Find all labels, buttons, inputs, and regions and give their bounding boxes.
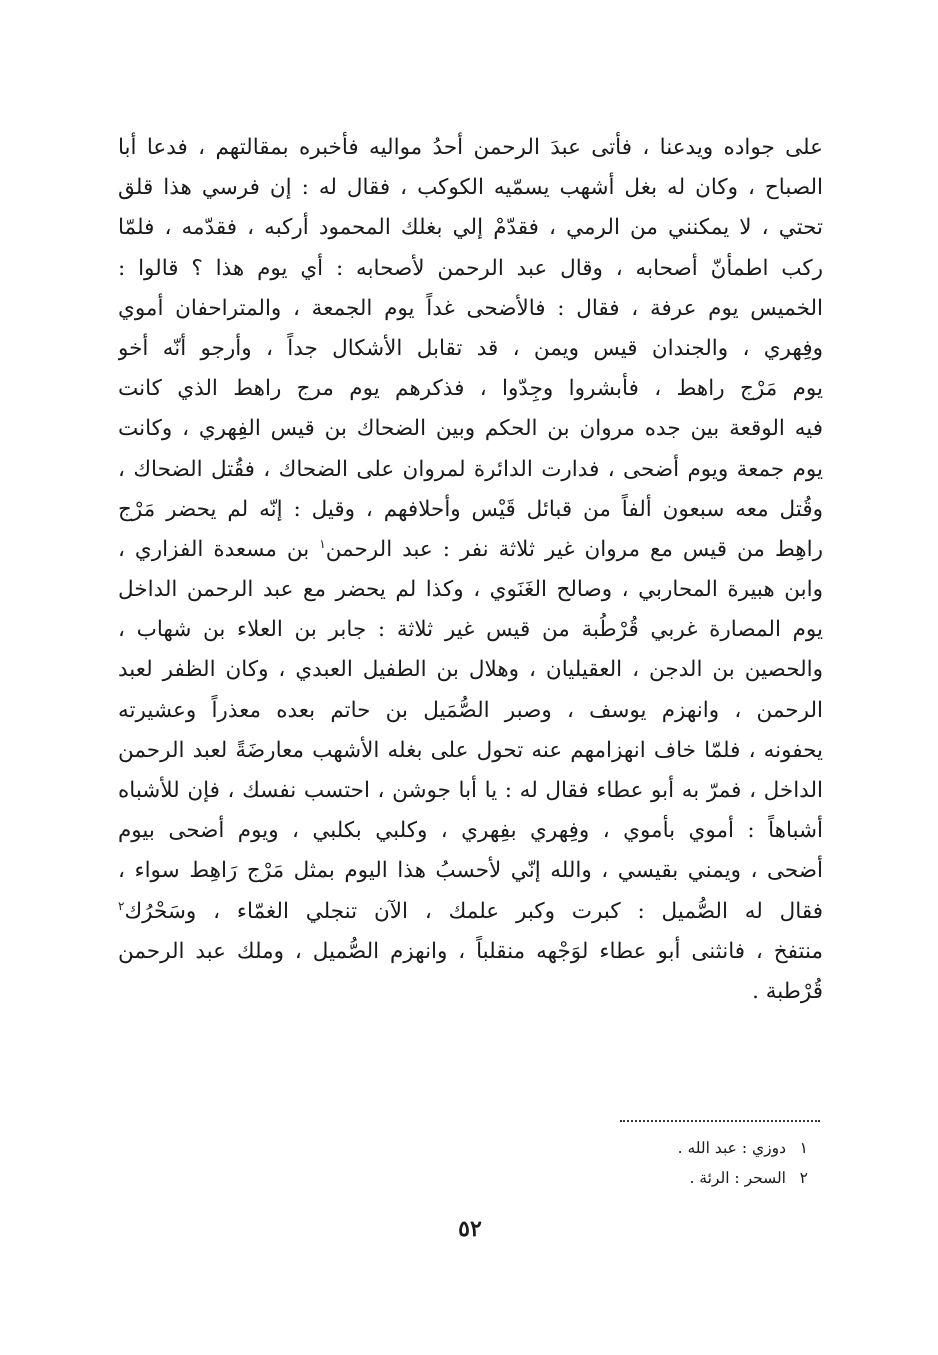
footnote-number: ١ <box>799 1139 808 1157</box>
text-line: أشباهاً : أموي بأموي ، وفِهري بفِهري ، وكلبي بكلبي ، ويوم أضحى بيوم <box>118 818 823 844</box>
text-line: الصباح ، وكان له بغل أشهب يسمّيه الكوكب ، فقال له : إن فرسي هذا قلق <box>118 175 823 201</box>
page-number: ٥٢ <box>458 1216 482 1242</box>
text-line: الرحمن ، وانهزم يوسف ، وصبر الصُّمَيل بن حاتم بعده معذراً وعشيرته <box>118 697 823 723</box>
text-line: قُرْطبة . <box>752 978 823 1004</box>
footnote-marker: ٢ <box>118 898 125 913</box>
text-line: ركب اطمأنّ أصحابه ، وقال عبد الرحمن لأصحابه : أي يوم هذا ؟ قالوا : <box>118 255 823 281</box>
footnote <box>560 1133 808 1163</box>
text-line: فيه الوقعة بين جده مروان بن الحكم وبين الضحاك بن قيس الفِهري ، وكانت <box>118 416 823 442</box>
footnote-text: السحر : الرئة . <box>689 1169 786 1187</box>
text-line: وفِهري ، والجندان قيس ويمن ، قد تقابل الأشكال جداً ، وأرجو أنّه أخو <box>118 335 823 361</box>
text-line: وابن هبيرة المحاربي ، وصالح الغَنَوي ، وكذا لم يحضر مع عبد الرحمن الداخل <box>118 577 823 603</box>
footnote-text: دوزي : عبد الله . <box>677 1139 786 1157</box>
footnote-marker: ١ <box>319 536 326 551</box>
text-line: فقال له الصُّميل : كبرت وكبر علمك ، الآن تنجلي الغمّاء ، وسَحْرُك$^٢$ <box>118 898 823 924</box>
text-line: على جواده ويدعنا ، فأتى عبدَ الرحمن أحدُ مواليه فأخبره بمقالتهم ، فدعا أبا <box>118 135 823 160</box>
text-line: يحفونه ، فلمّا خاف انهزامهم عنه تحول على بغله الأشهب معارضَةً لعبد الرحمن <box>118 737 823 763</box>
footnotes <box>560 1133 808 1193</box>
text-line: الخميس يوم عرفة ، فقال : فالأضحى غداً يوم الجمعة ، والمتراحفان أموي <box>118 295 823 321</box>
footnote-separator <box>620 1120 820 1122</box>
text-line: تحتي ، لا يمكنني من الرمي ، فقدّمْ إلي بغلك المحمود أركبه ، فقدّمه ، فلمّا <box>118 215 823 241</box>
footnote <box>560 1163 808 1193</box>
main-text-block <box>118 128 823 1012</box>
text-line: يوم جمعة ويوم أضحى ، فدارت الدائرة لمروان على الضحاك ، فقُتل الضحاك ، <box>118 456 823 482</box>
text-line: منتفخ ، فانثنى أبو عطاء لوَجْهه منقلباً ، وانهزم الصُّميل ، وملك عبد الرحمن <box>118 938 823 964</box>
text-line: أضحى ، ويمني بقيسي ، والله إنّي لأحسبُ هذا اليوم بمثل مَرْج رَاهِط سواء ، <box>118 858 823 884</box>
text-line: وقُتل معه سبعون ألفاً من قبائل قَيْس وأحلافهم ، وقيل : إنّه لم يحضر مَرْج <box>118 496 823 522</box>
text-line: يوم المصارة غربي قُرْطُبة من قيس غير ثلاثة : جابر بن العلاء بن شهاب ، <box>118 617 823 643</box>
text-line: الداخل ، فمرّ به أبو عطاء فقال له : يا أبا جوشن ، احتسب نفسك ، فإن للأشباه <box>118 778 823 803</box>
text-line: يوم مَرْج راهط ، فأبشروا وجِدّوا ، فذكرهم يوم مرج راهط الذي كانت <box>118 376 823 402</box>
footnote-number: ٢ <box>799 1169 808 1187</box>
text-line: راهِط من قيس مع مروان غير ثلاثة نفر : عبد الرحمن$^١$ بن مسعدة الفزاري ، <box>118 536 823 562</box>
text-line: والحصين بن الدجن ، العقيليان ، وهلال بن الطفيل العبدي ، وكان الظفر لعبد <box>118 657 823 683</box>
